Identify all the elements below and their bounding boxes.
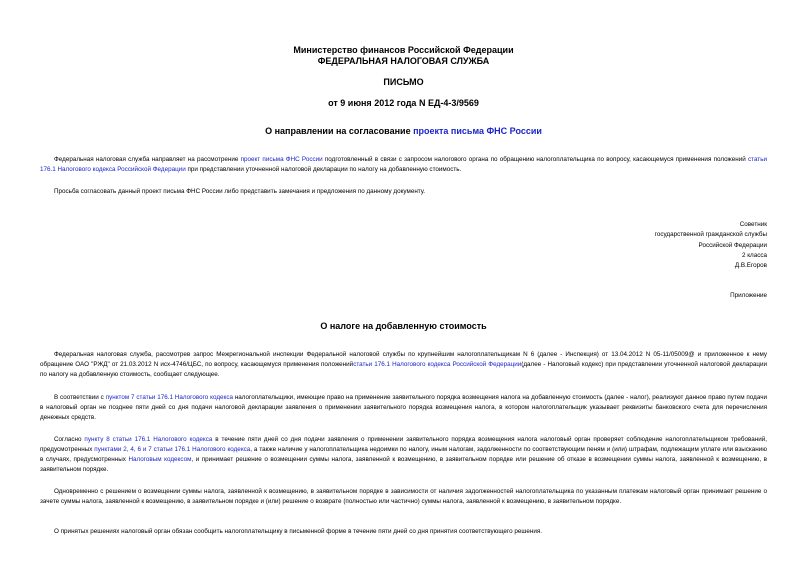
document-type: ПИСЬМО (383, 77, 424, 87)
clause-8-link[interactable]: пункту 8 статьи 176.1 Налогового кодекса (84, 436, 213, 443)
appendix-paragraph: Согласно пункту 8 статьи 176.1 Налогового кодекса в течение пяти дней со дня подачи заявления о применении заявительного порядка возмещения налога налоговый орган проверяет соблюдение налогоплательщиком требований, предусмотренных пунктами 2, 4, 6 и 7 статьи 176.1 Налогового кодекса, а также наличие у налогоплательщика недоимки по налогу, иным налогам, задолженности по соответствующим пеням и (или) штрафам, подлежащим уплате или взысканию в случаях, предусмотренных Налоговым кодексом, и принимает решение о возмещении суммы налога, заявленной к возмещению, в заявительном порядке или решение об отказе в возмещении суммы налога, заявленной к возмещению, в заявительном порядке. (40, 436, 768, 473)
signature-name: Д.В.Егоров (734, 262, 767, 270)
letter-paragraph: Просьба согласовать данный проект письма ФНС России либо представить замечания и предложения по данному документу. (54, 188, 426, 195)
signature-line: Российской Федерации (698, 241, 767, 249)
appendix-title: О налоге на добавленную стоимость (320, 321, 487, 331)
signature-line: 2 класса (741, 251, 767, 259)
appendix-paragraph: В соответствии с пунктом 7 статьи 176.1 Налогового кодекса налогоплательщики, имеющие право на применение заявительного порядка возмещения налога на добавленную стоимость (далее - налог), реализуют данное право путем подачи в налоговый орган не позднее пяти дней со дня подачи налоговой декларации заявления о применении заявительного порядка возмещения налога, в котором налогоплательщик указывает реквизиты банковского счета для перечисления денежных средств. (40, 394, 767, 421)
signature-line: государственной гражданской службы (654, 231, 767, 239)
signature-line: Советник (739, 221, 767, 228)
subject-text: О направлении на согласование (265, 126, 414, 136)
draft-letter-link[interactable]: проект письма ФНС России (240, 156, 323, 163)
clauses-2-4-6-7-link[interactable]: пунктами 2, 4, 6 и 7 статьи 176.1 Налогового кодекса (94, 446, 251, 453)
service-name: ФЕДЕРАЛЬНАЯ НАЛОГОВАЯ СЛУЖБА (317, 56, 490, 66)
letter-paragraph: Федеральная налоговая служба направляет на рассмотрение проект письма ФНС России подготовленный в связи с запросом налогового органа по обращению налогоплательщика по вопросу, касающемуся применения положений статьи 176.1 Налогового кодекса Российской Федерации при представлении уточненной налоговой декларации по налогу на добавленную стоимость. (40, 156, 767, 173)
article-176-1-link[interactable]: статьи 176.1 Налогового кодекса Российской Федерации (353, 361, 522, 368)
clause-7-link[interactable]: пунктом 7 статьи 176.1 Налогового кодекса (105, 394, 233, 401)
appendix-paragraph: Федеральная налоговая служба, рассмотрев запрос Межрегиональной инспекции Федеральной налоговой службы по крупнейшим налогоплательщикам N 6 (далее - Инспекция) от 13.04.2012 N 05-11/05009@ и приложенное к нему обращение ОАО "РЖД" от 21.03.2012 N исх-4746/ЦБС, по вопросу, касающемуся применения положенийстатьи 176.1 Налогового кодекса Российской Федерации(далее - Налоговый кодекс) при представлении уточненной налоговой декларации по налогу на добавленную стоимость, сообщает следующее. (40, 351, 767, 378)
document-subject (0, 126, 807, 137)
ministry-name: Министерство финансов Российской Федерации (293, 45, 514, 55)
tax-code-link[interactable]: Налоговым кодексом (128, 456, 192, 463)
appendix-label: Приложение (730, 292, 767, 299)
document-date-number: от 9 июня 2012 года N ЕД-4-3/9569 (328, 98, 479, 108)
subject-link[interactable]: проекта письма ФНС России (413, 126, 542, 136)
article-176-1-link[interactable]: статьи 176.1 Налогового кодекса Российской Федерации (40, 156, 767, 173)
appendix-paragraph: О принятых решениях налоговый орган обязан сообщить налогоплательщику в письменной форме в течение пяти дней со дня принятия соответствующего решения. (54, 528, 543, 535)
appendix-paragraph: Одновременно с решением о возмещении суммы налога, заявленной к возмещению, в заявительном порядке в зависимости от наличия задолженностей налогоплательщика по указанным платежам налоговый орган принимает решение о зачете суммы налога, заявленной к возмещению, в заявительном порядке и (или) решение о возврате (полностью или частично) суммы налога, заявленной к возмещению, в заявительном порядке. (40, 488, 767, 505)
